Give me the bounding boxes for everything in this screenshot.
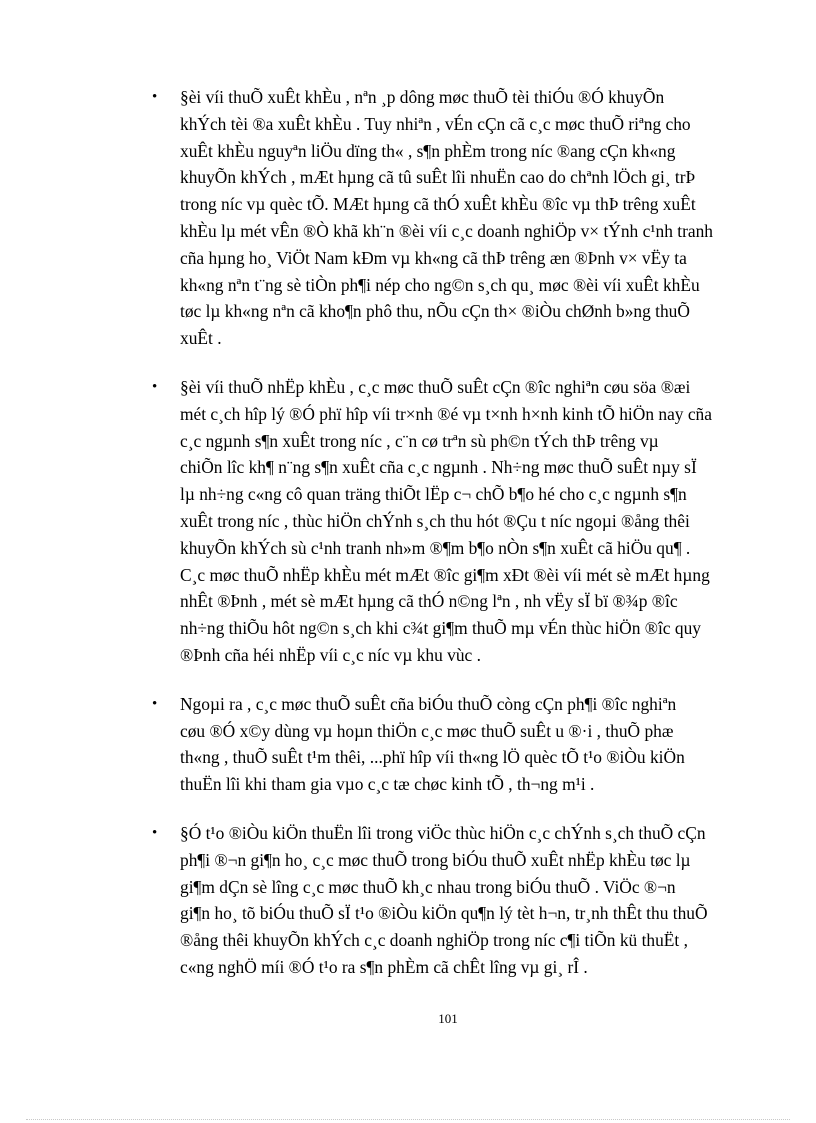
text-line: §èi víi thuÕ nhËp khÈu , c¸c møc thuÕ suÊt cÇn ®îc nghiªn cøu söa ®æi bbox=[180, 376, 691, 397]
paragraph-simplification bbox=[150, 820, 772, 981]
bullet-icon: • bbox=[152, 89, 158, 105]
bullet-icon: • bbox=[152, 824, 158, 841]
text-line: xuÊt . bbox=[180, 328, 222, 349]
text-line: c«ng nghÖ míi ®Ó t¹o ra s¶n phÈm cã chÊt lîng vµ gi¸ rÎ . bbox=[180, 956, 588, 977]
text-line: mét c¸ch hîp lý ®Ó phï hîp víi tr×nh ®é vµ t×nh h×nh kinh tÕ hiÖn nay cña bbox=[180, 403, 712, 424]
text-line: c¸c ngµnh s¶n xuÊt trong níc , c¨n cø trªn sù ph©n tÝch thÞ trêng vµ bbox=[180, 430, 659, 451]
text-line: nh÷ng thiÕu hôt ng©n s¸ch khi c¾t gi¶m thuÕ mµ vÉn thùc hiÖn ®îc quy bbox=[180, 618, 701, 639]
paragraph-import-tax bbox=[150, 374, 772, 669]
text-line: xuÊt trong níc , thùc hiÖn chÝnh s¸ch thu hót ®Çu t níc ngoµi ®ång thêi bbox=[180, 510, 690, 531]
body-text bbox=[150, 84, 772, 1003]
text-line: gi¶m dÇn sè lîng c¸c møc thuÕ kh¸c nhau trong biÓu thuÕ . ViÖc ®¬n bbox=[180, 876, 676, 897]
text-line: tøc lµ kh«ng nªn cã kho¶n phô thu, nÕu cÇn th× ®iÒu chØnh b»ng thuÕ bbox=[180, 301, 690, 322]
text-line: th«ng , thuÕ suÊt t¹m thêi, ...phï hîp víi th«ng lÖ quèc tÕ t¹o ®iÒu kiÖn bbox=[180, 747, 685, 768]
text-line: kh«ng nªn t¨ng sè tiÒn ph¶i nép cho ng©n s¸ch qu¸ møc ®èi víi xuÊt khÈu bbox=[180, 274, 700, 295]
text-line: thuËn lîi khi tham gia vµo c¸c tæ chøc kinh tÕ , th¬ng m¹i . bbox=[180, 774, 595, 795]
text-line: khÈu lµ mét vÊn ®Ò khã kh¨n ®èi víi c¸c doanh nghiÖp v× tÝnh c¹nh tranh bbox=[180, 220, 713, 241]
text-line: nhÊt ®Þnh , mét sè mÆt hµng cã thÓ n©ng lªn , nh vËy sÏ bï ®¾p ®îc bbox=[180, 591, 678, 612]
text-line: ®Þnh cña héi nhËp víi c¸c níc vµ khu vùc . bbox=[180, 644, 481, 665]
text-line: Ngoµi ra , c¸c møc thuÕ suÊt cña biÓu thuÕ còng cÇn ph¶i ®îc nghiªn bbox=[180, 693, 677, 714]
text-line: §Ó t¹o ®iÒu kiÖn thuËn lîi trong viÖc thùc hiÖn c¸c chÝnh s¸ch thuÕ cÇn bbox=[180, 822, 706, 843]
page-divider bbox=[26, 1119, 790, 1120]
text-line: xuÊt khÈu nguyªn liÖu dïng th« , s¶n phÈm trong níc ®ang cÇn kh«ng bbox=[180, 140, 676, 161]
paragraph-export-tax bbox=[150, 84, 772, 352]
bullet-icon: • bbox=[152, 378, 158, 395]
text-line: khuyÕn khÝch sù c¹nh tranh nh»m ®¶m b¶o nÒn s¶n xuÊt cã hiÖu qu¶ . bbox=[180, 537, 691, 558]
text-line: cña hµng ho¸ ViÖt Nam kÐm vµ kh«ng cã thÞ trêng æn ®Þnh v× vËy ta bbox=[180, 247, 687, 268]
text-line: ®ång thêi khuyÕn khÝch c¸c doanh nghiÖp trong níc c¶i tiÕn kü thuËt , bbox=[180, 930, 688, 951]
text-line: cøu ®Ó x©y dùng vµ hoµn thiÖn c¸c møc thuÕ suÊt u ®·i , thuÕ phæ bbox=[180, 720, 674, 741]
text-line: chiÕn lîc kh¶ n¨ng s¶n xuÊt cña c¸c ngµnh . Nh÷ng møc thuÕ suÊt nµy sÏ bbox=[180, 457, 697, 478]
text-line: khÝch tèi ®a xuÊt khÈu . Tuy nhiªn , vÉn cÇn cã c¸c møc thuÕ riªng cho bbox=[180, 113, 691, 134]
paragraph-tariff-rates bbox=[150, 691, 772, 798]
text-line: C¸c møc thuÕ nhËp khÈu mét mÆt ®îc gi¶m xÐt ®èi víi mét sè mÆt hµng bbox=[180, 564, 710, 585]
page-number: 101 bbox=[438, 1011, 458, 1026]
text-line: khuyÕn khÝch , mÆt hµng cã tû suÊt lîi nhuËn cao do chªnh lÖch gi¸ trÞ bbox=[180, 167, 696, 188]
text-line: ph¶i ®¬n gi¶n ho¸ c¸c møc thuÕ trong biÓu thuÕ xuÊt nhËp khÈu tøc lµ bbox=[180, 849, 691, 870]
text-line: §èi víi thuÕ xuÊt khÈu , nªn ¸p dông møc thuÕ tèi thiÓu ®Ó khuyÕn bbox=[180, 87, 665, 107]
text-line: lµ nh÷ng c«ng cô quan träng thiÕt lËp c¬ chÕ b¶o hé cho c¸c ngµnh s¶n bbox=[180, 484, 687, 505]
text-line: trong níc vµ quèc tÕ. MÆt hµng cã thÓ xuÊt khÈu ®îc vµ thÞ trêng xuÊt bbox=[180, 194, 696, 215]
text-line: gi¶n ho¸ tõ biÓu thuÕ sÏ t¹o ®iÒu kiÖn qu¶n lý tèt h¬n, tr¸nh thÊt thu thuÕ bbox=[180, 903, 708, 924]
bullet-icon: • bbox=[152, 695, 158, 712]
